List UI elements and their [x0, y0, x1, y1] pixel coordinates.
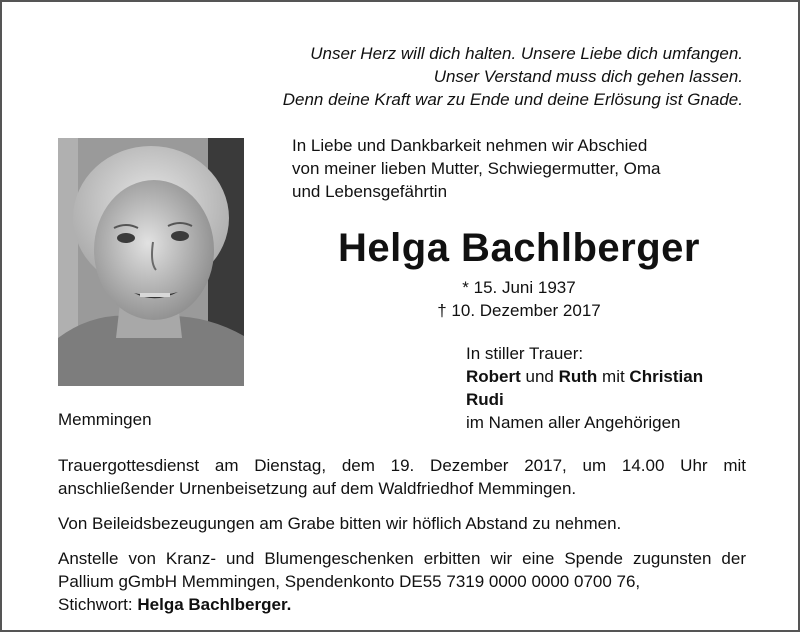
life-dates: [292, 276, 746, 322]
location: Memmingen: [58, 410, 152, 429]
service-info: [58, 454, 746, 616]
relatives-note: im Namen aller Angehörigen: [466, 413, 681, 432]
mourners-names-line2: [466, 388, 766, 411]
farewell-intro: [292, 134, 746, 203]
portrait-photo: [58, 138, 244, 386]
intro-line: In Liebe und Dankbarkeit nehmen wir Abschied: [292, 136, 648, 155]
conjunction: mit: [597, 367, 630, 386]
mourners-names: [466, 365, 766, 388]
mourner-name: Robert: [466, 367, 521, 386]
poem: [143, 42, 743, 111]
mourners-heading: In stiller Trauer:: [466, 344, 584, 363]
mourner-name: Rudi: [466, 390, 504, 409]
donation-text: Anstelle von Kranz- und Blumengeschenken erbitten wir eine Spende zugunsten der Pallium gGmbH Memmingen, Spendenkonto DE55 7319 0000 0000 0700 76,: [58, 549, 746, 591]
poem-line: Unser Verstand muss dich gehen lassen.: [433, 67, 743, 86]
poem-line: Denn deine Kraft war zu Ende und deine Erlösung ist Gnade.: [282, 90, 743, 109]
service-paragraph: Trauergottesdienst am Dienstag, dem 19. Dezember 2017, um 14.00 Uhr mit anschließender Urnenbeisetzung auf dem Waldfriedhof Memmingen.: [58, 456, 746, 498]
donation-paragraph: [58, 547, 746, 616]
intro-line: von meiner lieben Mutter, Schwiegermutter, Oma: [292, 159, 661, 178]
mourners: [466, 342, 766, 434]
conjunction: und: [520, 367, 559, 386]
keyword-label: Stichwort:: [58, 595, 138, 614]
death-date: † 10. Dezember 2017: [437, 301, 601, 320]
condolence-paragraph: Von Beileidsbezeugungen am Grabe bitten wir höflich Abstand zu nehmen.: [58, 514, 622, 533]
poem-line: Unser Herz will dich halten. Unsere Liebe dich umfangen.: [310, 44, 743, 63]
mourner-name: Christian: [629, 367, 704, 386]
mourner-name: Ruth: [558, 367, 598, 386]
deceased-name: Helga Bachlberger: [338, 226, 700, 270]
keyword-value: Helga Bachlberger.: [137, 595, 292, 614]
birth-date: * 15. Juni 1937: [462, 278, 576, 297]
intro-line: und Lebensgefährtin: [292, 182, 448, 201]
